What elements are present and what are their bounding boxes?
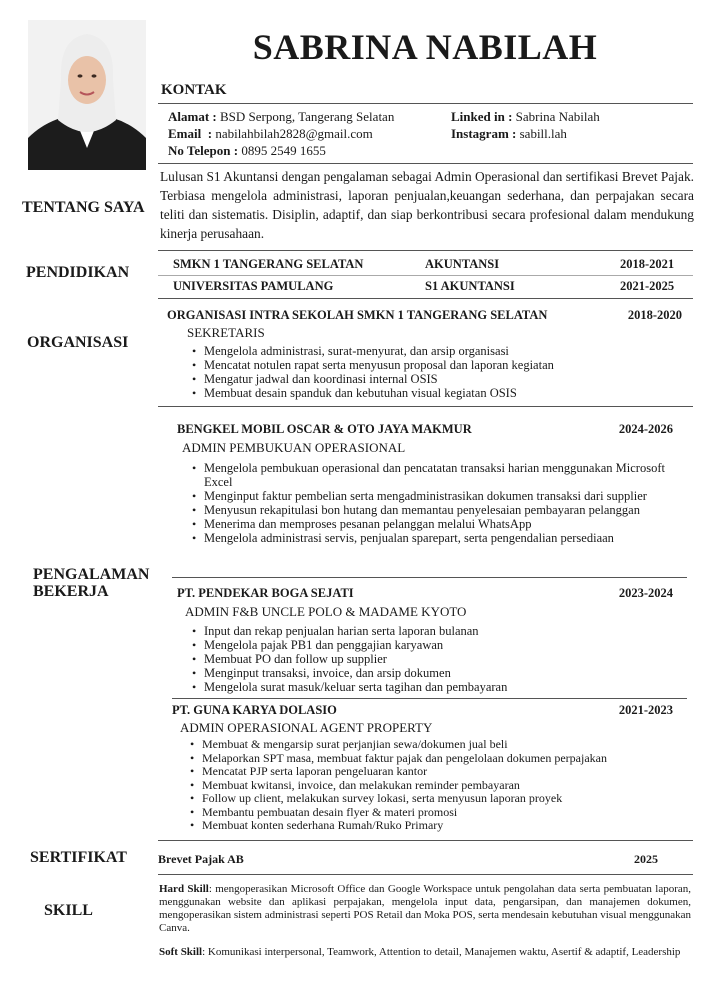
list-item: • Membuat & mengarsip surat perjanjian sewa/dokumen jual beli	[202, 738, 676, 752]
organisasi-role: SEKRETARIS	[187, 325, 265, 340]
divider	[158, 874, 693, 875]
list-item: • Mencatat notulen rapat serta menyusun proposal dan laporan kegiatan	[204, 358, 688, 372]
kontak-heading: KONTAK	[161, 82, 227, 98]
divider	[158, 250, 693, 251]
list-item: • Mengelola pajak PB1 dan penggajian karyawan	[204, 638, 668, 652]
linkedin-value[interactable]: Sabrina Nabilah	[515, 109, 600, 124]
list-item: • Input dan rekap penjualan harian serta laporan bulanan	[204, 624, 668, 638]
sertifikat-year: 2025	[634, 852, 658, 866]
alamat-label: Alamat :	[168, 109, 217, 124]
divider	[158, 163, 693, 164]
email-line	[168, 126, 373, 142]
organisasi-list	[188, 344, 688, 400]
job-role: ADMIN PEMBUKUAN OPERASIONAL	[182, 440, 406, 455]
divider	[158, 275, 693, 276]
email-label: Email :	[168, 126, 213, 141]
list-item: • Menyusun rekapitulasi bon hutang dan memantau penyelesaian pembayaran pelanggan	[204, 503, 668, 517]
instagram-label: Instagram :	[451, 126, 517, 141]
list-item: • Mengelola administrasi servis, penjualan sparepart, serta pengendalian persediaan	[204, 531, 668, 545]
divider	[158, 840, 693, 841]
list-item: • Mengelola administrasi, surat-menyurat, dan arsip organisasi	[204, 344, 688, 358]
job-company: PT. GUNA KARYA DOLASIO	[172, 703, 337, 717]
list-item: • Membuat konten sederhana Rumah/Ruko Primary	[202, 819, 676, 833]
list-item: • Membuat desain spanduk dan kebutuhan visual kegiatan OSIS	[204, 386, 688, 400]
sertifikat-name: Brevet Pajak AB	[158, 852, 244, 866]
organisasi-years: 2018-2020	[627, 308, 682, 322]
job-role: ADMIN F&B UNCLE POLO & MADAME KYOTO	[185, 604, 467, 619]
years: 2018-2021	[620, 257, 675, 271]
list-item: • Mengatur jadwal dan koordinasi internal OSIS	[204, 372, 688, 386]
divider	[172, 698, 687, 699]
list-item: • Mencatat PJP serta laporan pengeluaran kantor	[202, 765, 676, 779]
pengalaman-label-line2: BEKERJA	[33, 583, 109, 600]
pengalaman-label	[33, 566, 149, 600]
list-item: • Membuat PO dan follow up supplier	[204, 652, 668, 666]
list-item: • Follow up client, melakukan survey lokasi, serta menyusun laporan proyek	[202, 792, 676, 806]
job-company: BENGKEL MOBIL OSCAR & OTO JAYA MAKMUR	[177, 422, 472, 436]
alamat-line	[168, 109, 394, 125]
telepon-label: No Telepon :	[168, 143, 239, 158]
list-item: • Mengelola surat masuk/keluar serta tagihan dan pembayaran	[204, 680, 668, 694]
email-value[interactable]: nabilahbilah2828@gmail.com	[215, 126, 373, 141]
soft-skill	[159, 946, 691, 959]
job-years: 2024-2026	[618, 422, 673, 436]
school: SMKN 1 TANGERANG SELATAN	[173, 257, 364, 271]
candidate-name: SABRINA NABILAH	[252, 27, 598, 67]
organisasi-title: ORGANISASI INTRA SEKOLAH SMKN 1 TANGERANG SELATAN	[167, 308, 548, 322]
linkedin-label: Linked in :	[451, 109, 513, 124]
soft-skill-label: Soft Skill	[159, 946, 203, 958]
divider	[172, 577, 687, 578]
job-list	[188, 461, 668, 545]
tentang-text: Lulusan S1 Akuntansi dengan pengalaman sebagai Admin Operasional dan sertifikasi Brevet Pajak. Terbiasa mengelola administrasi, laporan penjualan,keuangan sederhana, dan perpajakan secara teliti dan sistematis. Disiplin, adaptif, dan siap berkontribusi secara profesional dalam mendukung kinerja perusahaan.	[160, 169, 695, 241]
list-item: • Membantu pembuatan desain flyer & materi promosi	[202, 806, 676, 820]
pendidikan-row	[173, 257, 678, 272]
job-years: 2023-2024	[618, 586, 673, 600]
hard-skill-label: Hard Skill	[159, 883, 209, 895]
job-list	[188, 624, 668, 694]
list-item: • Menginput faktur pembelian serta mengadministrasikan dokumen transaksi dari supplier	[204, 489, 668, 503]
telepon-value: 0895 2549 1655	[241, 143, 326, 158]
pendidikan-row	[173, 279, 678, 294]
divider	[158, 103, 693, 104]
telepon-line	[168, 143, 326, 159]
instagram-line	[451, 126, 567, 142]
pengalaman-label-line1: PENGALAMAN	[33, 566, 150, 583]
linkedin-line	[451, 109, 600, 125]
tentang-label: TENTANG SAYA	[22, 199, 145, 216]
job-years: 2021-2023	[618, 703, 673, 717]
list-item: • Membuat kwitansi, invoice, dan melakukan reminder pembayaran	[202, 779, 676, 793]
school: UNIVERSITAS PAMULANG	[173, 279, 334, 293]
job-role: ADMIN OPERASIONAL AGENT PROPERTY	[180, 720, 433, 735]
list-item: • Menerima dan memproses pesanan pelanggan melalui WhatsApp	[204, 517, 668, 531]
list-item: • Mengelola pembukuan operasional dan pencatatan transaksi harian menggunakan Microsoft Excel	[204, 461, 668, 489]
profile-photo	[28, 20, 146, 170]
hard-skill	[159, 883, 691, 935]
sertifikat-row	[158, 852, 658, 867]
soft-skill-text: : Komunikasi interpersonal, Teamwork, Attention to detail, Manajemen waktu, Asertif & adaptif, Leadership	[202, 946, 681, 958]
job-header	[177, 422, 673, 437]
major: AKUNTANSI	[425, 257, 500, 271]
job-header	[177, 586, 673, 601]
organisasi-label: ORGANISASI	[27, 334, 129, 351]
divider	[158, 406, 693, 407]
years: 2021-2025	[620, 279, 675, 293]
hard-skill-text: : mengoperasikan Microsoft Office dan Google Workspace untuk pengolahan data serta pembuatan laporan, menggunakan website dan aplikasi perpajakan, mengelola input data, pengarsipan, dan manajemen dokumen, mengoperasikan sistem administrasi seperti POS Retail dan Moka POS, serta mendesain kebutuhan visual menggunakan Canva.	[159, 883, 691, 934]
list-item: • Melaporkan SPT masa, membuat faktur pajak dan pengelolaan dokumen perpajakan	[202, 752, 676, 766]
job-company: PT. PENDEKAR BOGA SEJATI	[177, 586, 354, 600]
organisasi-header	[167, 308, 682, 323]
job-list	[186, 738, 676, 833]
list-item: • Menginput transaksi, invoice, dan arsip dokumen	[204, 666, 668, 680]
divider	[158, 298, 693, 299]
skill-label: SKILL	[44, 902, 93, 919]
sertifikat-label: SERTIFIKAT	[30, 849, 127, 866]
instagram-value[interactable]: sabill.lah	[519, 126, 567, 141]
major: S1 AKUNTANSI	[425, 279, 515, 293]
pendidikan-label: PENDIDIKAN	[26, 264, 130, 281]
alamat-value: BSD Serpong, Tangerang Selatan	[220, 109, 395, 124]
job-header	[172, 703, 673, 718]
